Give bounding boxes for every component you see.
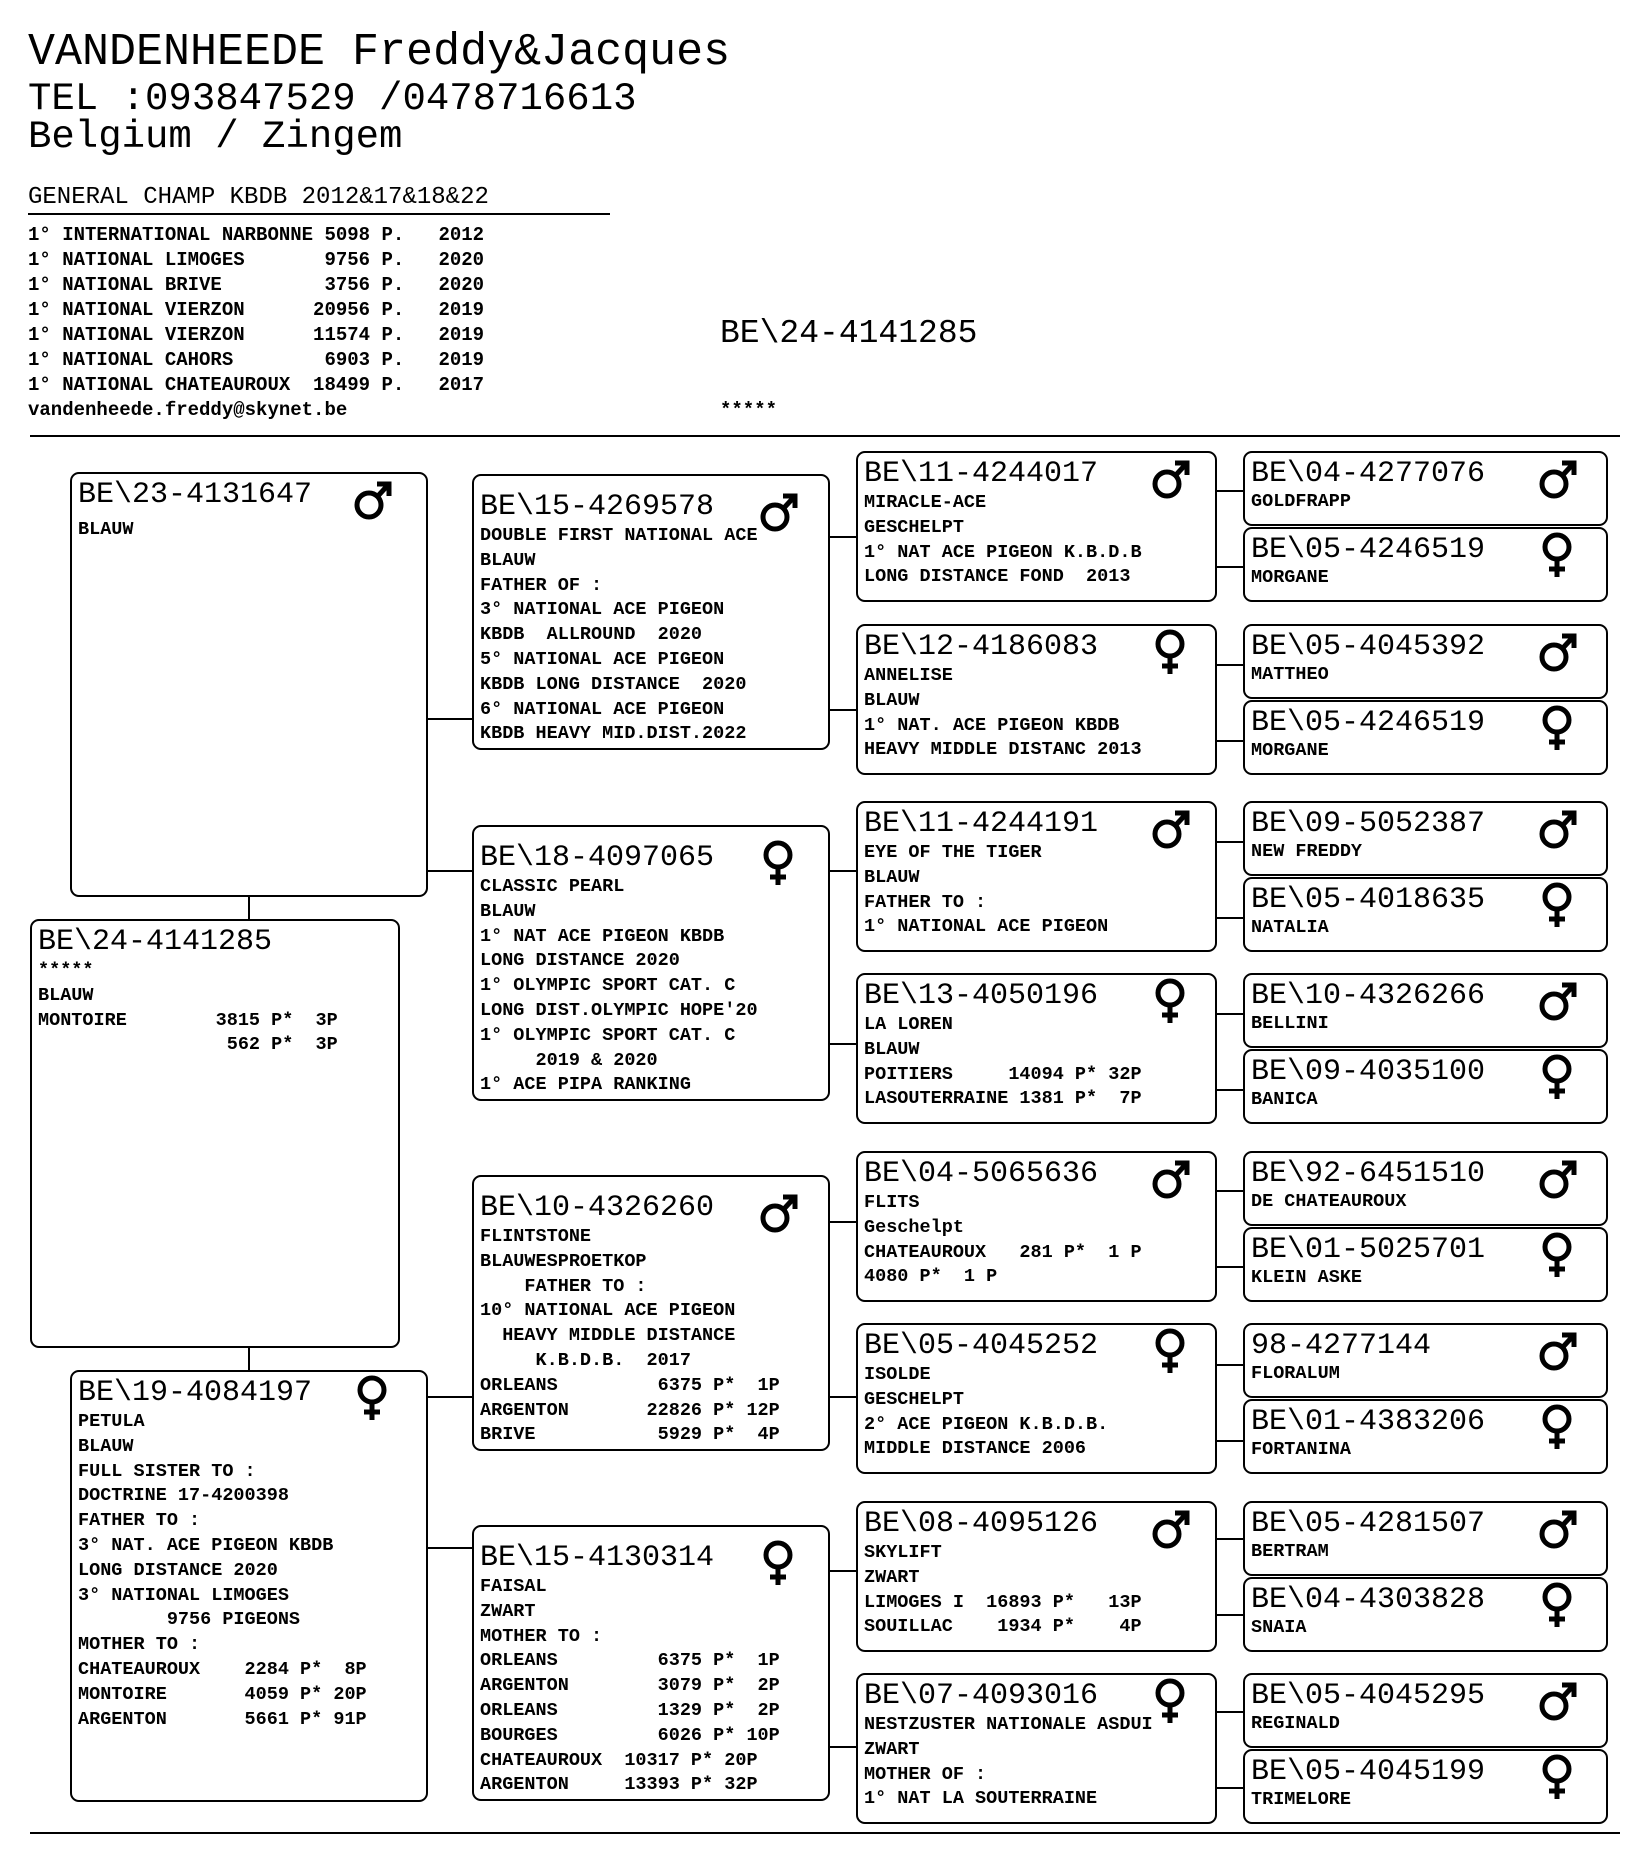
info-line: DOUBLE FIRST NATIONAL ACE: [480, 525, 758, 546]
great-grandparent-card[interactable]: [856, 1151, 1217, 1302]
female-icon: [1148, 1327, 1192, 1375]
info-line: MIRACLE-ACE: [864, 492, 987, 513]
pigeon-name: NATALIA: [1251, 917, 1329, 938]
info-line: FLINTSTONE: [480, 1226, 592, 1247]
female-icon: [756, 839, 800, 887]
female-icon: [1535, 704, 1579, 752]
info-line: ZWART: [480, 1600, 536, 1622]
ring-number: BE\11-4244191: [864, 807, 1099, 841]
info-line: 5° NATIONAL ACE PIGEON: [480, 648, 725, 670]
info-line: ZWART: [864, 1738, 920, 1760]
ancestor-card[interactable]: [1243, 877, 1608, 952]
info-line: Geschelpt: [864, 1216, 964, 1238]
info-line: CHATEAUROUX 281 P* 1 P: [864, 1241, 1142, 1263]
info-line: BLAUW: [38, 984, 94, 1006]
info-line: 6° NATIONAL ACE PIGEON: [480, 698, 725, 720]
result-line: 1° NATIONAL BRIVE 3756 P. 2020: [28, 274, 485, 296]
ring-number: 98-4277144: [1251, 1329, 1432, 1363]
info-line: BLAUW: [864, 1038, 920, 1060]
sire-card[interactable]: [70, 472, 428, 897]
female-icon: [756, 1539, 800, 1587]
info-line: POITIERS 14094 P* 32P: [864, 1063, 1142, 1085]
subject-card[interactable]: [30, 919, 400, 1348]
info-line: 1° OLYMPIC SPORT CAT. C: [480, 975, 736, 997]
info-line: CLASSIC PEARL: [480, 876, 625, 897]
champion-underline: [28, 213, 610, 215]
pigeon-name: BANICA: [1251, 1089, 1318, 1110]
ring-number: BE\04-4277076: [1251, 457, 1486, 491]
info-line: 10° NATIONAL ACE PIGEON: [480, 1300, 736, 1322]
great-grandparent-card[interactable]: [856, 1673, 1217, 1824]
ring-number: BE\01-4383206: [1251, 1405, 1486, 1439]
info-line: 1° NAT LA SOUTERRAINE: [864, 1788, 1098, 1810]
info-line: LONG DISTANCE FOND 2013: [864, 566, 1131, 588]
pigeon-name: BERTRAM: [1251, 1541, 1329, 1562]
info-line: BRIVE 5929 P* 4P: [480, 1424, 780, 1446]
pigeon-name: DE CHATEAUROUX: [1251, 1191, 1407, 1212]
info-line: BLAUW: [480, 549, 536, 571]
ancestor-card[interactable]: [1243, 527, 1608, 602]
info-line: KBDB LONG DISTANCE 2020: [480, 673, 747, 695]
female-icon: [1148, 977, 1192, 1025]
info-line: 3° NATIONAL ACE PIGEON: [480, 599, 725, 621]
ancestor-card[interactable]: [1243, 624, 1608, 699]
ring-number: BE\01-5025701: [1251, 1233, 1486, 1267]
main-stars: *****: [720, 399, 778, 421]
great-grandparent-card[interactable]: [856, 1501, 1217, 1652]
male-icon: [1535, 1505, 1579, 1553]
info-line: CHATEAUROUX 2284 P* 8P: [78, 1658, 367, 1680]
male-icon: [1535, 1327, 1579, 1375]
info-line: LONG DISTANCE 2020: [480, 950, 680, 972]
male-icon: [1148, 1505, 1192, 1553]
info-line: 1° NATIONAL ACE PIGEON: [864, 916, 1109, 938]
info-line: SKYLIFT: [864, 1542, 942, 1563]
email[interactable]: vandenheede.freddy@skynet.be: [28, 399, 348, 421]
ancestor-card[interactable]: [1243, 1227, 1608, 1302]
info-line: BLAUW: [480, 900, 536, 922]
info-line: ZWART: [864, 1566, 920, 1588]
male-icon: [1535, 1677, 1579, 1725]
male-icon: [1535, 977, 1579, 1025]
male-icon: [1535, 1155, 1579, 1203]
ancestor-card[interactable]: [1243, 973, 1608, 1048]
info-line: ARGENTON 3079 P* 2P: [480, 1675, 780, 1697]
pigeon-name: MORGANE: [1251, 567, 1329, 588]
grandsire-maternal-card[interactable]: [472, 1175, 830, 1451]
dam-card[interactable]: [70, 1370, 428, 1802]
top-divider: [30, 435, 1620, 437]
ring-number: BE\04-4303828: [1251, 1583, 1486, 1617]
pigeon-name: BELLINI: [1251, 1013, 1329, 1034]
ring-number: BE\24-4141285: [38, 925, 273, 959]
info-line: BLAUW: [78, 1435, 134, 1457]
info-line: MOTHER TO :: [480, 1625, 603, 1647]
granddam-maternal-card[interactable]: [472, 1525, 830, 1801]
info-line: FAISAL: [480, 1576, 547, 1597]
ancestor-card[interactable]: [1243, 1049, 1608, 1124]
pigeon-name: GOLDFRAPP: [1251, 491, 1351, 512]
info-line: HEAVY MIDDLE DISTANCE: [480, 1325, 736, 1347]
info-line: 4080 P* 1 P: [864, 1266, 998, 1288]
info-line: FLITS: [864, 1192, 920, 1213]
info-line: MONTOIRE 3815 P* 3P: [38, 1009, 338, 1031]
ancestor-card[interactable]: [1243, 1577, 1608, 1652]
male-icon: [1535, 455, 1579, 503]
info-line: BLAUWESPROETKOP: [480, 1250, 647, 1272]
ring-number: BE\13-4050196: [864, 979, 1099, 1013]
info-line: ARGENTON 22826 P* 12P: [480, 1399, 780, 1421]
info-line: 1° OLYMPIC SPORT CAT. C: [480, 1024, 736, 1046]
great-grandparent-card[interactable]: [856, 1323, 1217, 1474]
info-line: SOUILLAC 1934 P* 4P: [864, 1616, 1142, 1638]
info-line: BLAUW: [864, 689, 920, 711]
info-line: ORLEANS 6375 P* 1P: [480, 1650, 780, 1672]
ring-number: BE\09-5052387: [1251, 807, 1486, 841]
result-line: 1° NATIONAL VIERZON 20956 P. 2019: [28, 299, 485, 321]
ancestor-card[interactable]: [1243, 700, 1608, 775]
breeder-location: Belgium / Zingem: [28, 115, 403, 159]
male-icon: [1148, 805, 1192, 853]
info-line: MOTHER TO :: [78, 1634, 201, 1656]
ancestor-card[interactable]: [1243, 1151, 1608, 1226]
female-icon: [1535, 1231, 1579, 1279]
ring-number: BE\05-4045252: [864, 1329, 1099, 1363]
info-line: DOCTRINE 17-4200398: [78, 1485, 289, 1507]
male-icon: [756, 1189, 800, 1237]
great-grandparent-card[interactable]: [856, 451, 1217, 602]
info-line: FATHER TO :: [480, 1275, 647, 1297]
info-line: ARGENTON 13393 P* 32P: [480, 1774, 758, 1796]
female-icon: [1535, 1581, 1579, 1629]
breeder-phone: TEL :093847529 /0478716613: [28, 77, 637, 121]
ancestor-card[interactable]: [1243, 1501, 1608, 1576]
ring-number: BE\11-4244017: [864, 457, 1099, 491]
ring-number: BE\09-4035100: [1251, 1055, 1486, 1089]
ring-number: BE\05-4045295: [1251, 1679, 1486, 1713]
info-line: 1° ACE PIPA RANKING: [480, 1074, 691, 1096]
ring-number: BE\18-4097065: [480, 841, 715, 875]
info-line: KBDB HEAVY MID.DIST.2022: [480, 723, 747, 745]
info-line: LONG DISTANCE 2020: [78, 1559, 278, 1581]
female-icon: [1535, 881, 1579, 929]
info-line: FATHER OF :: [480, 574, 603, 596]
info-line: LONG DIST.OLYMPIC HOPE'20: [480, 999, 758, 1021]
grandsire-paternal-card[interactable]: [472, 474, 830, 750]
pigeon-name: TRIMELORE: [1251, 1789, 1351, 1810]
info-line: 562 P* 3P: [38, 1034, 338, 1056]
info-line: K.B.D.B. 2017: [480, 1349, 691, 1371]
info-line: LA LOREN: [864, 1014, 953, 1035]
info-line: FATHER TO :: [78, 1510, 201, 1532]
info-line: ISOLDE: [864, 1364, 931, 1385]
bottom-divider: [30, 1832, 1620, 1834]
ring-number: BE\07-4093016: [864, 1679, 1099, 1713]
ancestor-card[interactable]: [1243, 1323, 1608, 1398]
ring-number: BE\05-4246519: [1251, 533, 1486, 567]
ring-number: BE\08-4095126: [864, 1507, 1099, 1541]
female-icon: [350, 1374, 394, 1422]
info-line: 9756 PIGEONS: [78, 1609, 301, 1631]
info-line: BOURGES 6026 P* 10P: [480, 1724, 780, 1746]
male-icon: [350, 476, 394, 524]
info-line: 3° NAT. ACE PIGEON KBDB: [78, 1534, 334, 1556]
ring-number: BE\92-6451510: [1251, 1157, 1486, 1191]
info-line: EYE OF THE TIGER: [864, 842, 1042, 863]
female-icon: [1148, 628, 1192, 676]
main-ring-number: BE\24-4141285: [720, 315, 978, 352]
ancestor-card[interactable]: [1243, 1673, 1608, 1748]
great-grandparent-card[interactable]: [856, 973, 1217, 1124]
female-icon: [1535, 1053, 1579, 1101]
pigeon-name: FLORALUM: [1251, 1363, 1340, 1384]
male-icon: [1148, 455, 1192, 503]
info-line: 3° NATIONAL LIMOGES: [78, 1584, 289, 1606]
info-line: MONTOIRE 4059 P* 20P: [78, 1683, 367, 1705]
ring-number: BE\10-4326260: [480, 1191, 715, 1225]
info-line: CHATEAUROUX 10317 P* 20P: [480, 1749, 758, 1771]
info-line: 1° NAT. ACE PIGEON KBDB: [864, 714, 1120, 736]
info-line: HEAVY MIDDLE DISTANC 2013: [864, 739, 1142, 761]
info-line: MOTHER OF :: [864, 1763, 987, 1785]
female-icon: [1148, 1677, 1192, 1725]
info-line: ARGENTON 5661 P* 91P: [78, 1708, 367, 1730]
result-line: 1° NATIONAL LIMOGES 9756 P. 2020: [28, 249, 485, 271]
pigeon-name: KLEIN ASKE: [1251, 1267, 1363, 1288]
info-line: MIDDLE DISTANCE 2006: [864, 1438, 1087, 1460]
info-line: KBDB ALLROUND 2020: [480, 624, 703, 646]
ancestor-card[interactable]: [1243, 1749, 1608, 1824]
info-line: FATHER TO :: [864, 891, 987, 913]
ancestor-card[interactable]: [1243, 801, 1608, 876]
info-line: ANNELISE: [864, 665, 953, 686]
granddam-paternal-card[interactable]: [472, 825, 830, 1101]
result-line: 1° INTERNATIONAL NARBONNE 5098 P. 2012: [28, 224, 485, 246]
info-line: GESCHELPT: [864, 1388, 964, 1410]
ring-number: BE\19-4084197: [78, 1376, 313, 1410]
ring-number: BE\05-4018635: [1251, 883, 1486, 917]
result-line: 1° NATIONAL VIERZON 11574 P. 2019: [28, 324, 485, 346]
great-grandparent-card[interactable]: [856, 801, 1217, 952]
results-list: [28, 223, 484, 423]
ring-number: BE\15-4269578: [480, 490, 715, 524]
info-line: ORLEANS 6375 P* 1P: [480, 1374, 780, 1396]
ring-number: BE\05-4246519: [1251, 706, 1486, 740]
pigeon-name: MORGANE: [1251, 740, 1329, 761]
pigeon-name: FORTANINA: [1251, 1439, 1351, 1460]
ring-number: BE\10-4326266: [1251, 979, 1486, 1013]
male-icon: [756, 488, 800, 536]
male-icon: [1148, 1155, 1192, 1203]
ancestor-card[interactable]: [1243, 451, 1608, 526]
info-line: LIMOGES I 16893 P* 13P: [864, 1591, 1142, 1613]
pigeon-name: MATTHEO: [1251, 664, 1329, 685]
info-line: 2019 & 2020: [480, 1049, 658, 1071]
female-icon: [1535, 1403, 1579, 1451]
female-icon: [1535, 531, 1579, 579]
ring-number: BE\05-4045392: [1251, 630, 1486, 664]
info-line: NESTZUSTER NATIONALE ASDUI: [864, 1714, 1153, 1735]
info-line: PETULA: [78, 1411, 145, 1432]
info-line: BLAUW: [864, 866, 920, 888]
breeder-name: VANDENHEEDE Freddy&Jacques: [28, 27, 731, 78]
pigeon-name: SNAIA: [1251, 1617, 1307, 1638]
info-line: BLAUW: [78, 519, 134, 540]
info-line: LASOUTERRAINE 1381 P* 7P: [864, 1088, 1142, 1110]
info-line: 1° NAT ACE PIGEON KBDB: [480, 925, 725, 947]
ring-number: BE\05-4045199: [1251, 1755, 1486, 1789]
great-grandparent-card[interactable]: [856, 624, 1217, 775]
result-line: 1° NATIONAL CHATEAUROUX 18499 P. 2017: [28, 374, 485, 396]
ring-number: BE\05-4281507: [1251, 1507, 1486, 1541]
info-line: FULL SISTER TO :: [78, 1460, 256, 1482]
pigeon-name: REGINALD: [1251, 1713, 1340, 1734]
ancestor-card[interactable]: [1243, 1399, 1608, 1474]
female-icon: [1535, 1753, 1579, 1801]
champion-title: GENERAL CHAMP KBDB 2012&17&18&22: [28, 184, 489, 211]
ring-number: BE\15-4130314: [480, 1541, 715, 1575]
ring-number: BE\12-4186083: [864, 630, 1099, 664]
pigeon-name: NEW FREDDY: [1251, 841, 1363, 862]
info-line: ORLEANS 1329 P* 2P: [480, 1699, 780, 1721]
info-line: 2° ACE PIGEON K.B.D.B.: [864, 1413, 1109, 1435]
ring-number: BE\23-4131647: [78, 478, 313, 512]
result-line: 1° NATIONAL CAHORS 6903 P. 2019: [28, 349, 485, 371]
male-icon: [1535, 628, 1579, 676]
ring-number: BE\04-5065636: [864, 1157, 1099, 1191]
info-line: *****: [38, 960, 94, 981]
info-line: 1° NAT ACE PIGEON K.B.D.B: [864, 541, 1142, 563]
male-icon: [1535, 805, 1579, 853]
info-line: GESCHELPT: [864, 516, 964, 538]
